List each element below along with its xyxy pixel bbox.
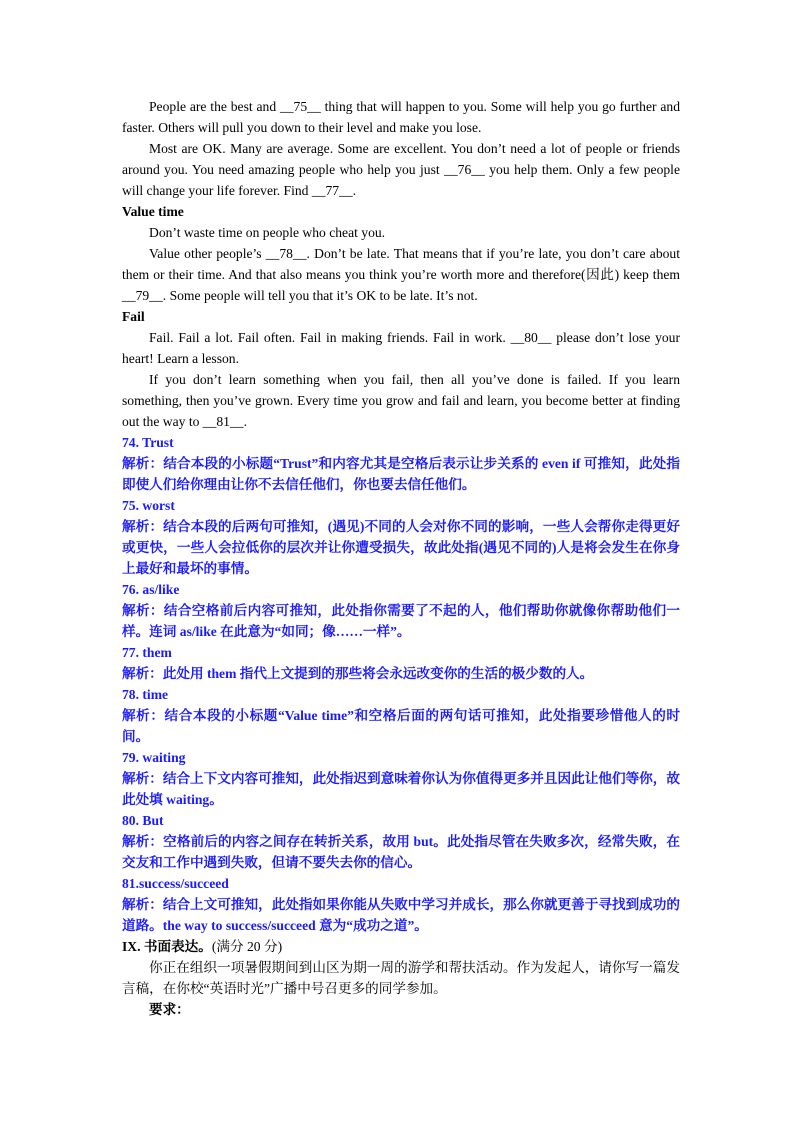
answer-label: 76. as/like [122, 582, 180, 597]
section-heading [122, 936, 680, 957]
answer-explanation: 解析：结合空格前后内容可推知，此处指你需要了不起的人，他们帮助你就像你帮助他们一样。连词 as/like 在此意为“如同；像……一样”。 [122, 603, 680, 639]
section-title: IX. 书面表达。 [122, 939, 212, 954]
passage-paragraph-5: Fail. Fail a lot. Fail often. Fail in making friends. Fail in work. __80__ please don’t lose your heart! Learn a lesson. [122, 330, 680, 366]
writing-prompt: 你正在组织一项暑假期间到山区为期一周的游学和帮扶活动。作为发起人，请你写一篇发言稿，在你校“英语时光”广播中号召更多的同学参加。 [122, 960, 680, 996]
passage-paragraph-2: Most are OK. Many are average. Some are excellent. You don’t need a lot of people or friends around you. You need amazing people who help you just __76__ you help them. Only a few people will change your life forever. Find __77__. [122, 141, 680, 198]
requirements-label: 要求： [149, 1002, 190, 1017]
answer-label: 77. them [122, 645, 172, 660]
answer-explanation: 解析：结合上下文内容可推知，此处指迟到意味着你认为你值得更多并且因此让他们等你，故此处填 waiting。 [122, 771, 680, 807]
answer-explanation: 解析：空格前后的内容之间存在转折关系，故用 but。此处指尽管在失败多次，经常失败，在交友和工作中遇到失败，但请不要失去你的信心。 [122, 834, 680, 870]
answer-explanation: 解析：此处用 them 指代上文提到的那些将会永远改变你的生活的极少数的人。 [122, 666, 594, 681]
answer-label: 75. worst [122, 498, 175, 513]
subheading-fail: Fail [122, 309, 145, 324]
subheading-value-time: Value time [122, 204, 184, 219]
answer-label: 79. waiting [122, 750, 186, 765]
section-points: (满分 20 分) [211, 939, 283, 954]
passage-paragraph-4: Value other people’s __78__. Don’t be late. That means that if you’re late, you don’t care about them or their time. And that also means you think you’re worth more and therefore(因此) keep them __79__. Some people will tell you that it’s OK to be late. It’s not. [122, 246, 680, 303]
answer-explanation: 解析：结合上文可推知，此处指如果你能从失败中学习并成长，那么你就更善于寻找到成功的道路。the way to success/succeed 意为“成功之道”。 [122, 897, 680, 933]
passage-paragraph-3: Don’t waste time on people who cheat you. [149, 225, 386, 240]
answer-explanation: 解析：结合本段的小标题“Trust”和内容尤其是空格后表示让步关系的 even if 可推知，此处指即使人们给你理由让你不去信任他们，你也要去信任他们。 [122, 456, 680, 492]
answer-explanation: 解析：结合本段的后两句可推知，(遇见)不同的人会对你不同的影响，一些人会帮你走得更好或更快，一些人会拉低你的层次并让你遭受损失，故此处指(遇见不同的)人是将会发生在你身上最好和最坏的事情。 [122, 519, 680, 576]
answer-explanation: 解析：结合本段的小标题“Value time”和空格后面的两句话可推知，此处指要珍惜他人的时间。 [122, 708, 680, 744]
passage-paragraph-1: People are the best and __75__ thing that will happen to you. Some will help you go further and faster. Others will pull you down to their level and make you lose. [122, 99, 680, 135]
answer-label: 80. But [122, 813, 164, 828]
answer-label: 74. Trust [122, 435, 174, 450]
passage-paragraph-6: If you don’t learn something when you fail, then all you’ve done is failed. If you learn something, then you’ve grown. Every time you grow and fail and learn, you become better at finding out the way to __81__. [122, 372, 680, 429]
answer-label: 81.success/succeed [122, 876, 229, 891]
document-page [122, 96, 680, 1020]
answer-label: 78. time [122, 687, 169, 702]
